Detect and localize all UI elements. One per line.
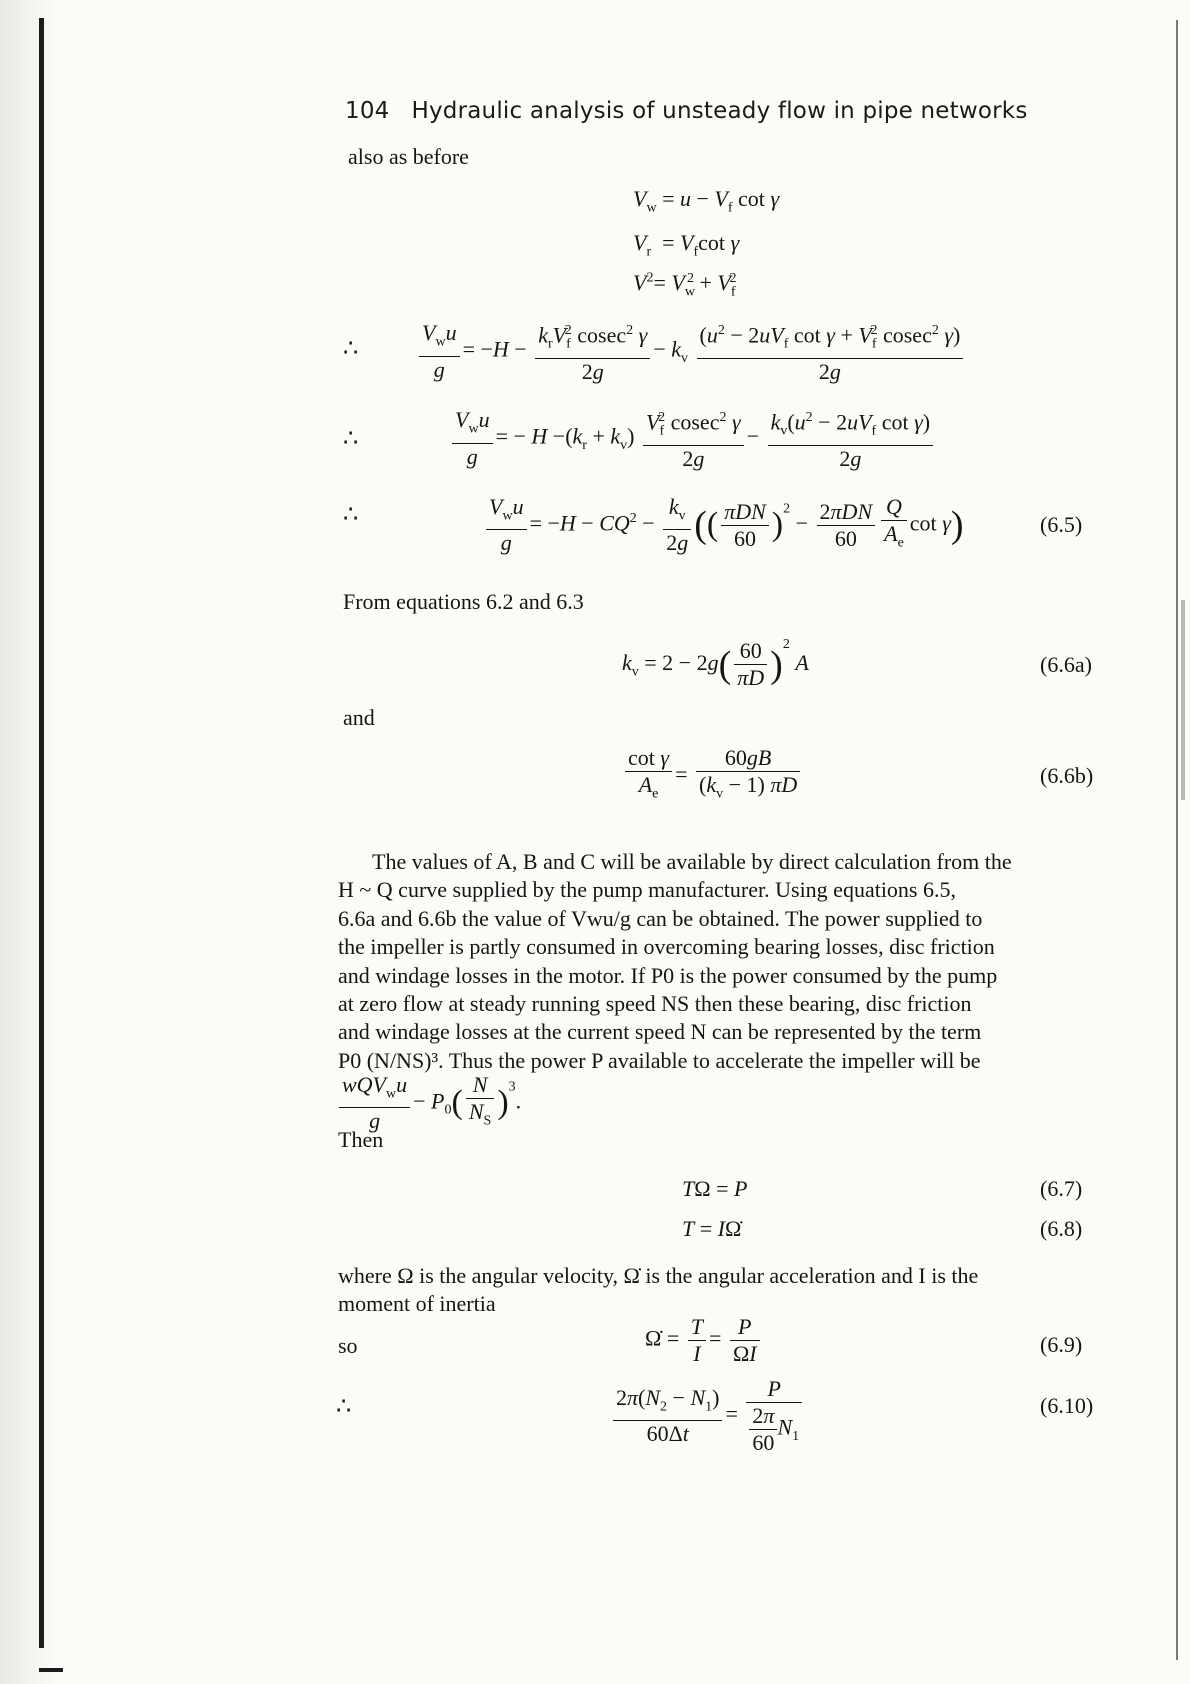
equation-energy-1: $\frac{V_wu}{g}$ = −H − $\frac{k_rV_f^2 cosec^2 \gamma}{2g}$ − $k_v$ $\frac{(u^2 - 2uV_f \cot \gamma + V_f^2 cosec^2 \gamma)}{2g}$	[416, 318, 966, 385]
equation-6-8: T = IΩ̇	[682, 1216, 742, 1241]
equation-power-available: $\frac{wQV_wu}{g}$ − $P_0$( $\frac{N}{N_S}$ )$^3$.	[336, 1072, 521, 1134]
paragraph-line: H ~ Q curve supplied by the pump manufacturer. Using equations 6.5,	[338, 877, 956, 903]
page-right-shadow	[1181, 600, 1185, 800]
text-where-line-2: moment of inertia	[338, 1291, 496, 1316]
therefore-symbol: ∴	[343, 336, 358, 362]
therefore-symbol: ∴	[343, 426, 358, 452]
paragraph-line: and windage losses at the current speed N can be represented by the term	[338, 1019, 982, 1045]
equation-6-9: Ω̇ = $\frac{T}{I}$ = $\frac{P}{\Omega I}$	[645, 1314, 763, 1367]
paragraph-line: at zero flow at steady running speed NS then these bearing, disc friction	[338, 991, 972, 1017]
equation-6-7: TΩ = P	[682, 1176, 748, 1201]
running-header	[345, 98, 1028, 124]
paragraph-line: 6.6a and 6.6b the value of Vwu/g can be obtained. The power supplied to	[338, 905, 983, 931]
book-spine-edge	[39, 18, 44, 1648]
text-also-as-before: also as before	[348, 144, 469, 169]
equation-number-6-10: (6.10)	[1040, 1393, 1094, 1418]
equation-6-6b: $\frac{\text{cot γ}}{A_e}$ = $\frac{60gB}{(k_v - 1) \pi D}$	[622, 745, 803, 807]
equation-number-6-6a: (6.6a)	[1040, 652, 1092, 677]
paragraph-line: P0 (N/NS)³. Thus the power P available to accelerate the impeller will be	[338, 1047, 981, 1073]
equation-number-6-6b: (6.6b)	[1040, 763, 1094, 788]
page-number: 104	[345, 98, 390, 124]
equation-6-10: $\frac{2\pi(N_2 - N_1)}{60\Delta t}$ = P $\frac{2\pi}{60}$ $N_1$	[610, 1376, 805, 1456]
therefore-symbol: ∴	[343, 502, 358, 528]
equation-vr: $V_r = V_f\cot$ γ	[633, 230, 740, 260]
equation-vw: $V_w = u - V_f$ cot γ	[633, 186, 780, 216]
equation-v-squared: $V^2= V_w^2 + V_f^2$	[633, 270, 737, 300]
paragraph-line: The values of A, B and C will be available by direct calculation from the	[372, 849, 1012, 874]
equation-number-6-7: (6.7)	[1040, 1176, 1083, 1201]
equation-energy-2: $\frac{V_wu}{g}$ = − $H -(k_r + k_v)$ $\frac{V_f^2 cosec^2 \gamma}{2g}$ − $\frac{k_v(u^2 - 2uV_f \cot \gamma)}{2g}$	[449, 405, 936, 472]
book-spine-foot	[39, 1668, 63, 1672]
text-and: and	[343, 705, 375, 730]
running-title: Hydraulic analysis of unsteady flow in pipe networks	[411, 98, 1028, 124]
paragraph-line: and windage losses in the motor. If P0 is the power consumed by the pump	[338, 962, 998, 988]
text-then: Then	[338, 1127, 384, 1152]
equation-number-6-9: (6.9)	[1040, 1332, 1083, 1357]
scan-shadow	[0, 0, 60, 1684]
equation-number-6-8: (6.8)	[1040, 1216, 1083, 1241]
text-where-line-1: where Ω is the angular velocity, Ω̇ is the angular acceleration and I is the	[338, 1263, 979, 1288]
text-so: so	[338, 1333, 358, 1358]
page-right-edge	[1176, 20, 1178, 1660]
body-paragraph	[338, 848, 1108, 1075]
text-from-equations: From equations 6.2 and 6.3	[343, 589, 584, 614]
equation-number-6-5: (6.5)	[1040, 512, 1083, 537]
equation-6-6a: $k_v = 2 - 2g$( $\frac{60}{\pi D}$ )$^2$ A	[622, 637, 809, 691]
equation-6-5: $\frac{V_wu}{g}$ = $-H - CQ^2$ − $\frac{k_v}{2g}$ (( $\frac{\text{πDN}}{60}$ )$^2$ − $\frac{\text{2πDN}}{60}$ $\frac{Q}{A_e}$ cot γ)	[483, 494, 964, 556]
therefore-symbol: ∴	[336, 1394, 351, 1420]
paragraph-line: the impeller is partly consumed in overcoming bearing losses, disc friction	[338, 934, 995, 960]
